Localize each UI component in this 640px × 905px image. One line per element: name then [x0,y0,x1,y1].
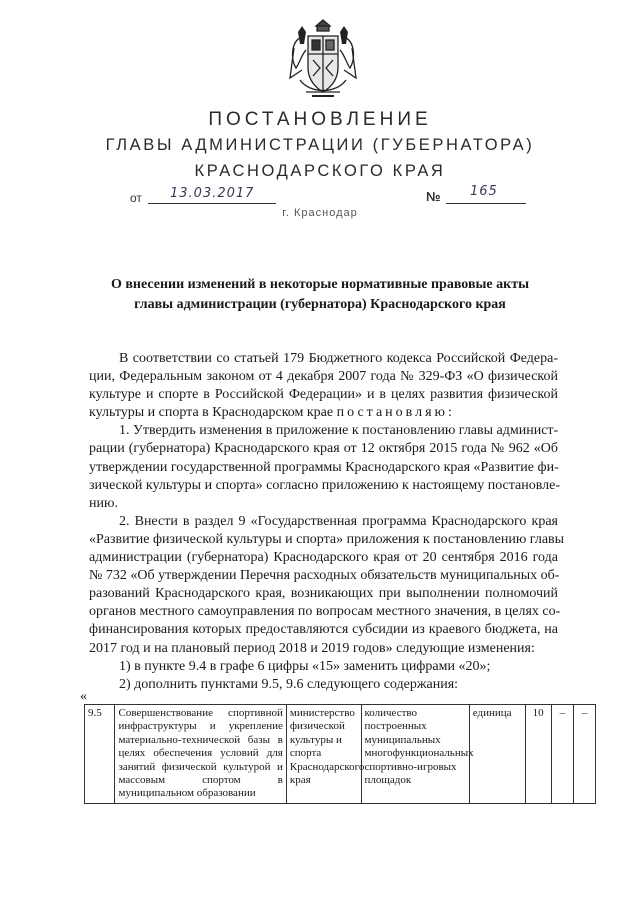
date-underline [148,203,276,204]
table-cell-ministry: министерство физической культуры и спорта Краснодарского края [286,705,361,804]
body-line: культуре и спорте в Российской Федерации» и в целях развития физической [89,387,558,403]
issuer-heading-line1: ГЛАВЫ АДМИНИСТРАЦИИ (ГУБЕРНАТОРА) [105,136,535,154]
body-line: органов местного самоуправления по вопросам местного значения, в целях со- [89,604,561,620]
body-line: № 732 «Об утверждении Перечня расходных обязательств муниципальных об- [89,568,560,584]
city-label: г. Краснодар [282,207,358,219]
document-title [0,275,640,315]
body-line: зической культуры и спорта» согласно приложению к настоящему постановле- [89,477,561,493]
body-line: 2. Внести в раздел 9 «Государственная программа Краснодарского края [119,513,558,529]
issuer-heading-line2: КРАСНОДАРСКОГО КРАЯ [194,162,446,180]
table-cell-description: Совершенствование спортивной инфраструктуры и укрепление материально-технической базы в целях обеспечения условий для занятий физической культурой и массовым спортом в муниципальном образовании [115,705,286,804]
body-text: культуры и спорта в Краснодарском крае [89,405,334,421]
table-cell-col7: – [551,705,573,804]
date-prefix: от [130,191,142,205]
number-prefix: № [426,189,441,204]
document-title-line1: О внесении изменений в некоторые нормативные правовые акты [110,277,530,292]
number-underline [446,203,526,204]
document-type-heading: ПОСТАНОВЛЕНИЕ [208,109,432,130]
document-title-line2: главы администрации (губернатора) Краснодарского края [134,297,506,312]
body-line: администрации (губернатора) Краснодарского края от 20 сентября 2016 года [89,550,558,566]
coat-of-arms-emblem [286,18,360,104]
opening-quote: « [80,689,87,704]
table-cell-indicator: количество построенных муниципальных многофункциональных спортивно-игровых площадок [361,705,469,804]
body-line: нию. [89,495,118,511]
body-line: 2017 год и на плановый период 2018 и 2019 годов» следующие изменения: [89,640,535,656]
document-body [89,350,565,694]
amendment-table [84,704,596,804]
table-cell-unit: единица [469,705,525,804]
table-cell-value: 10 [525,705,551,804]
body-line: 1) в пункте 9.4 в графе 6 цифры «15» заменить цифрами «20»; [119,658,491,674]
body-line [89,404,558,422]
table-cell-number: 9.5 [85,705,115,804]
number-value: 165 [470,184,498,199]
body-line: рации (губернатора) Краснодарского края от 12 октября 2015 года № 962 «Об [89,441,558,457]
decree-word: постановляю: [336,405,455,421]
body-line: 2) дополнить пунктами 9.5, 9.6 следующего содержания: [119,676,459,692]
body-line: «Развитие физической культуры и спорта» приложения к постановлению главы [89,531,565,547]
body-line: 1. Утвердить изменения в приложение к постановлению главы админист- [119,423,559,439]
table-cell-col8: – [573,705,595,804]
body-line: ции, Федеральным законом от 4 декабря 2007 года № 329-ФЗ «О физической [89,369,558,385]
table-row [85,705,596,804]
body-line: утверждении государственной программы Краснодарского края «Развитие фи- [89,459,559,475]
body-line: В соответствии со статьей 179 Бюджетного кодекса Российской Федера- [119,351,558,366]
date-value: 13.03.2017 [170,186,255,201]
body-line: разований Краснодарского края, возникающих при выполнении полномочий [89,586,558,602]
body-line: финансирования которых предоставляются субсидии из краевого бюджета, на [89,622,558,638]
